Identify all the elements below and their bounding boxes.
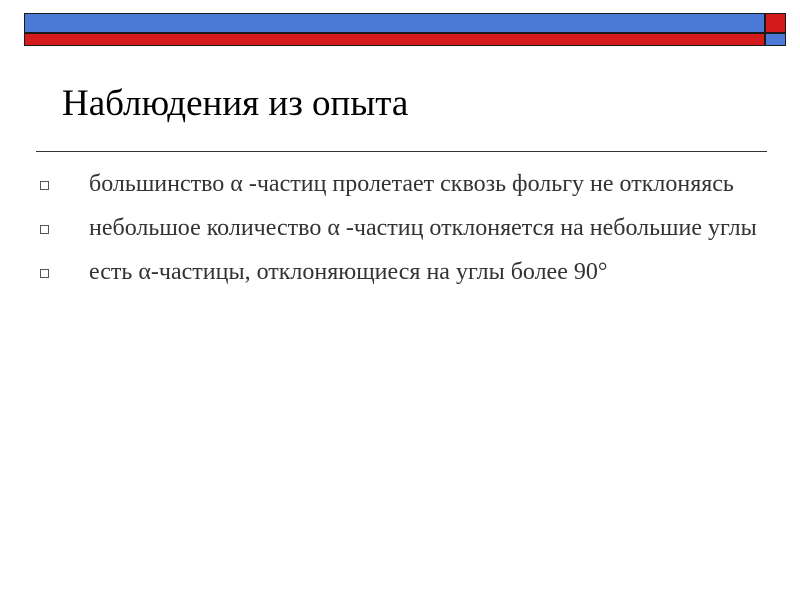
header-band-red (24, 33, 765, 46)
slide-title: Наблюдения из опыта (62, 83, 409, 124)
square-outline-icon (40, 225, 49, 234)
bullet-text: есть α-частицы, отклоняющиеся на углы более 90° (89, 259, 608, 285)
square-outline-icon (40, 181, 49, 190)
corner-square-red (765, 13, 786, 33)
square-outline-icon (40, 269, 49, 278)
header-band-blue (24, 13, 765, 33)
title-divider (36, 151, 767, 152)
bullet-text: большинство α -частиц пролетает сквозь фольгу не отклоняясь (89, 171, 734, 197)
bullet-item (38, 167, 778, 201)
bullet-list (38, 167, 778, 299)
bullet-item (38, 255, 778, 289)
corner-square-blue (765, 33, 786, 46)
bullet-text: небольшое количество α -частиц отклоняется на небольшие углы (89, 215, 757, 241)
bullet-item (38, 211, 778, 245)
